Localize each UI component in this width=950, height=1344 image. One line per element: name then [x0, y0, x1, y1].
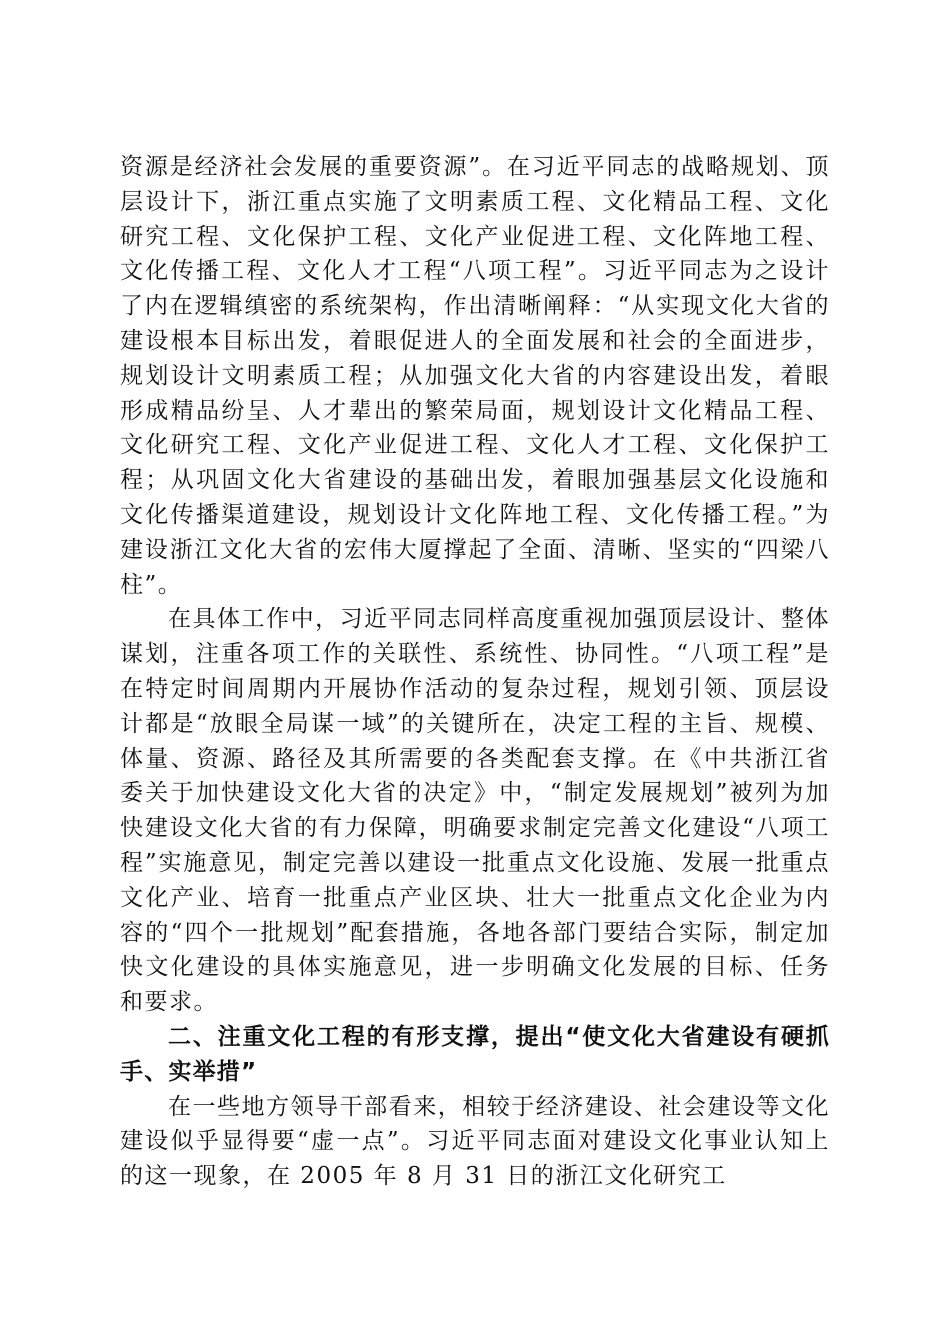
section-heading: 二、注重文化工程的有形支撑，提出“使文化大省建设有硬抓手、实举措”	[120, 1023, 830, 1085]
body-paragraph: 在一些地方领导干部看来，相较于经济建设、社会建设等文化建设似乎显得要“虚一点”。习近平同志面对建设文化事业认知上的这一现象，在 2005 年 8 月 31 日的浙江文化研究工	[120, 1093, 830, 1190]
document-body	[120, 150, 830, 1194]
body-paragraph: 资源是经济社会发展的重要资源”。在习近平同志的战略规划、顶层设计下，浙江重点实施了文明素质工程、文化精品工程、文化研究工程、文化保护工程、文化产业促进工程、文化阵地工程、文化传播工程、文化人才工程“八项工程”。习近平同志为之设计了内在逻辑缜密的系统架构，作出清晰阐释：“从实现文化大省的建设根本目标出发，着眼促进人的全面发展和社会的全面进步，规划设计文明素质工程；从加强文化大省的内容建设出发，着眼形成精品纷呈、人才辈出的繁荣局面，规划设计文化精品工程、文化研究工程、文化产业促进工程、文化人才工程、文化保护工程；从巩固文化大省建设的基础出发，着眼加强基层文化设施和文化传播渠道建设，规划设计文化阵地工程、文化传播工程。”为建设浙江文化大省的宏伟大厦撑起了全面、清晰、坚实的“四梁八柱”。	[120, 154, 830, 598]
body-paragraph: 在具体工作中，习近平同志同样高度重视加强顶层设计、整体谋划，注重各项工作的关联性、系统性、协同性。“八项工程”是在特定时间周期内开展协作活动的复杂过程，规划引领、顶层设计都是“放眼全局谋一域”的关键所在，决定工程的主旨、规模、体量、资源、路径及其所需要的各类配套支撑。在《中共浙江省委关于加快建设文化大省的决定》中，“制定发展规划”被列为加快建设文化大省的有力保障，明确要求制定完善文化建设“八项工程”实施意见，制定完善以建设一批重点文化设施、发展一批重点文化产业、培育一批重点产业区块、壮大一批重点文化企业为内容的“四个一批规划”配套措施，各地各部门要结合实际，制定加快文化建设的具体实施意见，进一步明确文化发展的目标、任务和要求。	[120, 606, 830, 1016]
